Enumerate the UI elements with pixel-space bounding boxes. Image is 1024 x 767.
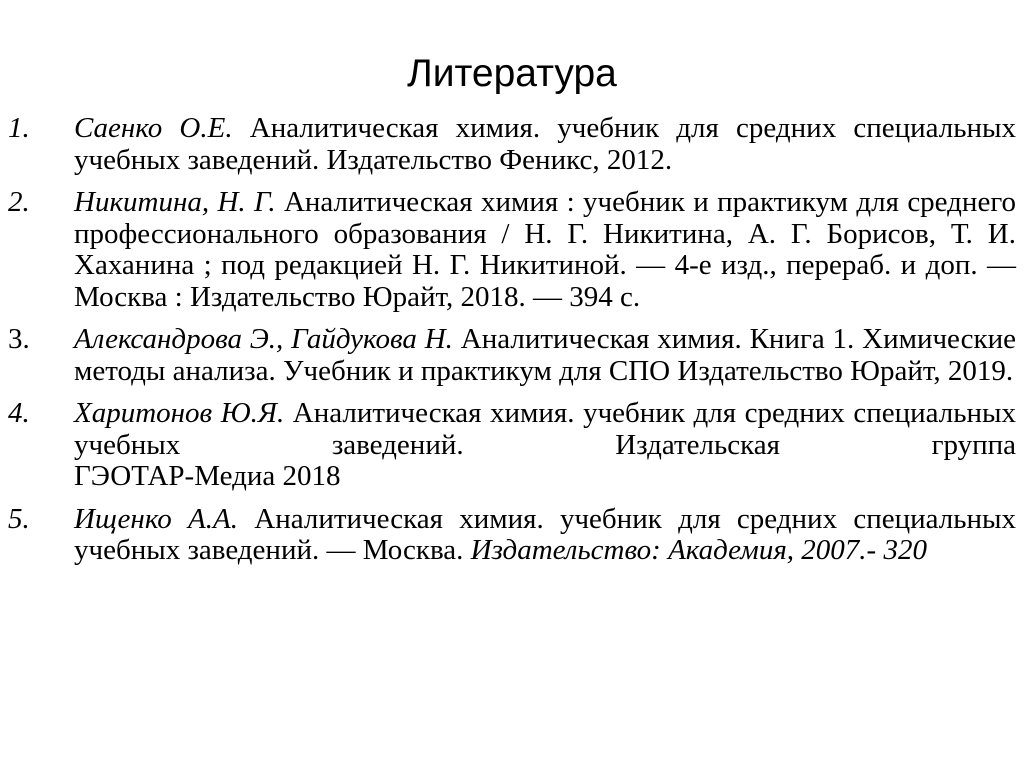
reference-line bbox=[74, 398, 1016, 461]
list-item-text bbox=[74, 324, 1016, 387]
reference-author: Никитина, Н. Г. bbox=[74, 186, 276, 218]
list-item-text bbox=[74, 187, 1016, 313]
list-item-number: 4. bbox=[8, 397, 30, 429]
list-item-text bbox=[74, 504, 1016, 567]
reference-author: Харитонов Ю.Я. bbox=[74, 397, 285, 429]
reference-list bbox=[8, 113, 1016, 578]
list-item bbox=[8, 113, 1016, 176]
list-item-number: 2. bbox=[8, 186, 30, 218]
list-item-number: 5. bbox=[8, 502, 30, 535]
reference-body: Аналитическая химия. учебник для средних специальных учебных заведений. Издательская группа bbox=[74, 397, 1016, 461]
list-item bbox=[8, 324, 1016, 387]
reference-body: Аналитическая химия. учебник для средних специальных учебных заведений. Издательство Феникс, 2012. bbox=[74, 112, 1016, 176]
reference-author: Ищенко А.А. bbox=[74, 502, 238, 535]
list-item-text bbox=[74, 398, 1016, 493]
list-item bbox=[8, 187, 1016, 313]
reference-author: Александрова Э., Гайдукова Н. bbox=[74, 323, 453, 355]
list-item-number: 1. bbox=[8, 112, 30, 144]
reference-body: Аналитическая химия. учебник для средних специальных учебных заведений. — Москва. bbox=[74, 502, 1016, 566]
list-item-text bbox=[74, 113, 1016, 176]
reference-body: Аналитическая химия. Книга 1. Химические методы анализа. Учебник и практикум для СПО Издательство Юрайт, 2019. bbox=[74, 323, 1016, 387]
reference-line: ГЭОТАР-Медиа 2018 bbox=[74, 460, 341, 492]
reference-body: Аналитическая химия : учебник и практикум для среднего профессионального образования / Н. Г. Никитина, А. Г. Борисов, Т. И. Хаханина ; под редакцией Н. Г. Никитиной. — 4-е изд., перераб. и доп. — Москва : Издательство Юрайт, 2018. — 394 с. bbox=[74, 186, 1016, 313]
list-item bbox=[8, 398, 1016, 493]
list-item-number: 3. bbox=[8, 323, 30, 355]
page-title: Литература bbox=[407, 52, 617, 95]
list-item bbox=[8, 504, 1016, 567]
reference-publisher: Издательство: Академия, 2007.- 320 bbox=[470, 534, 927, 566]
reference-author: Саенко О.Е. bbox=[74, 112, 233, 144]
